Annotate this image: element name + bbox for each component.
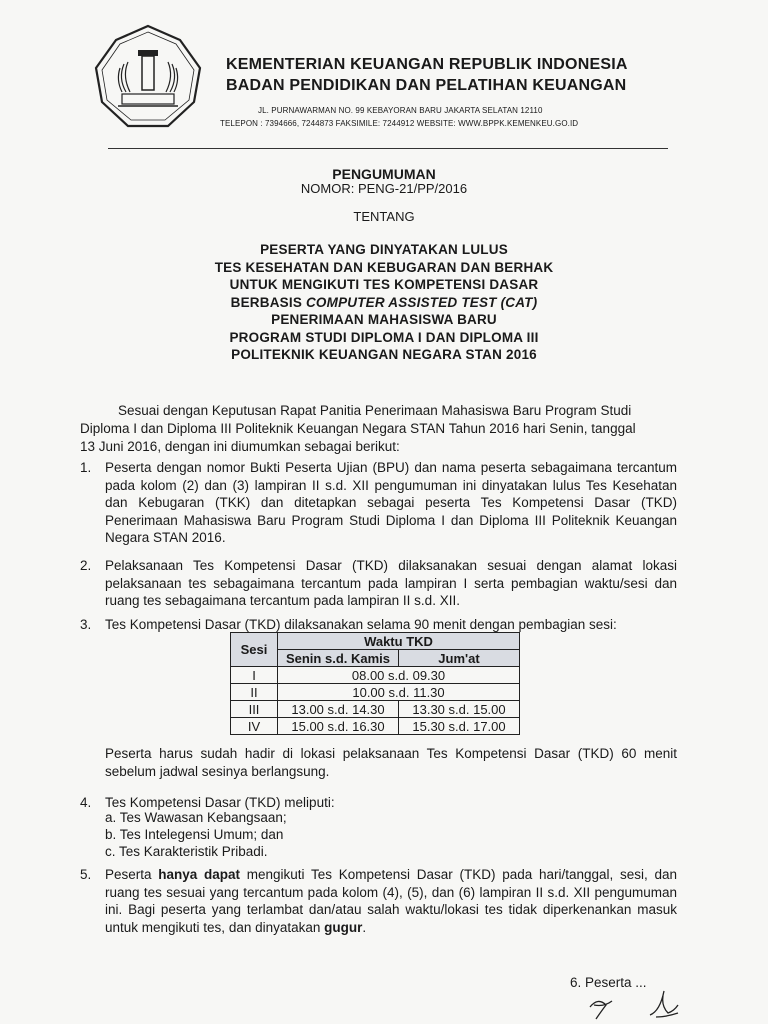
title-line: TES KESEHATAN DAN KEBUGARAN DAN BERHAK (214, 259, 554, 275)
letterhead-divider (108, 148, 668, 149)
table-row: I 08.00 s.d. 09.30 (231, 667, 520, 684)
title-italic: COMPUTER ASSISTED TEST (CAT) (305, 294, 538, 310)
title-line: PENERIMAAN MAHASISWA BARU (271, 312, 497, 327)
table-row: IV 15.00 s.d. 16.30 15.30 s.d. 17.00 (231, 718, 520, 735)
item-text: Peserta hanya dapat mengikuti Tes Kompetensi Dasar (TKD) pada hari/tanggal, sesi, dan ruang tes sesuai yang tercantum pada kolom (4), (5), dan (6) lampiran II s.d. XII pengumuman ini. Bagi peserta yang terlambat dan/atau salah waktu/lokasi tes tidak diperkenankan masuk untuk mengikuti tes, dan dinyatakan gugur. (105, 867, 677, 935)
kemenkeu-emblem-icon (88, 22, 208, 132)
initials-signature (580, 985, 690, 1021)
title-line: POLITEKNIK KEUANGAN NEGARA STAN 2016 (231, 347, 537, 362)
intro-paragraph: Sesuai dengan Keputusan Rapat Panitia Penerimaan Mahasiswa Baru Program Studi Diploma I dan Diploma III Politeknik Keuangan Negara STAN Tahun 2016 hari Senin, tanggal 13 Juni 2016, dengan ini diumumkan sebagai berikut: (80, 403, 636, 454)
table-row: II 10.00 s.d. 11.30 (231, 684, 520, 701)
announcement-title (0, 241, 768, 364)
item-text: Peserta dengan nomor Bukti Peserta Ujian (BPU) dan nama peserta sebagaimana tercantum pada kolom (2) dan (3) lampiran II s.d. XII pengumuman ini dinyatakan lulus Tes Kesehatan dan Kebugaran (TKK) dan ditetapkan sebagai peserta Tes Kompetensi Dasar (TKD) Penerimaan Mahasiswa Baru Program Studi Diploma I dan Diploma III Politeknik Keuangan Negara STAN 2016. (105, 460, 677, 545)
table-header-sesi: Sesi (231, 633, 278, 667)
item-text: Tes Kompetensi Dasar (TKD) dilaksanakan selama 90 menit dengan pembagian sesi: (105, 617, 617, 632)
title-line: UNTUK MENGIKUTI TES KOMPETENSI DASAR (229, 277, 539, 292)
sub-item: c. Tes Karakteristik Pribadi. (105, 844, 268, 859)
announcement-type: PENGUMUMAN (332, 166, 436, 182)
org-name-line1: KEMENTERIAN KEUANGAN REPUBLIK INDONESIA (226, 56, 628, 73)
table-header-jumat: Jum'at (399, 650, 520, 667)
sub-item: a. Tes Wawasan Kebangsaan; (105, 810, 287, 825)
table-header-waktu: Waktu TKD (278, 633, 520, 650)
org-contact: TELEPON : 7394666, 7244873 FAKSIMILE: 7244912 WEBSITE: WWW.BPPK.KEMENKEU.GO.ID (220, 119, 579, 128)
table-row: III 13.00 s.d. 14.30 13.30 s.d. 15.00 (231, 701, 520, 718)
org-name-line2: BADAN PENDIDIKAN DAN PELATIHAN KEUANGAN (226, 77, 627, 94)
schedule-table (230, 632, 520, 735)
continued-marker: 6. Peserta ... (570, 975, 647, 990)
title-line: PESERTA YANG DINYATAKAN LULUS (260, 242, 508, 257)
announcement-number: NOMOR: PENG-21/PP/2016 (300, 181, 468, 196)
org-address: JL. PURNAWARMAN NO. 99 KEBAYORAN BARU JAKARTA SELATAN 12110 (258, 106, 543, 115)
announcement-about: TENTANG (353, 209, 415, 224)
table-header-senin: Senin s.d. Kamis (278, 650, 399, 667)
document-page: KEMENTERIAN KEUANGAN REPUBLIK INDONESIA BADAN PENDIDIKAN DAN PELATIHAN KEUANGAN JL. PURNAWARMAN NO. 99 KEBAYORAN BARU JAKARTA SELATAN 12110 TELEPON : 7394666, 7244873 FAKSIMILE: 7244912 WEBSITE: WWW.BPPK.KEMENKEU.GO.ID PENGUMUMAN NOMOR: PENG-21/PP/2016 TENTANG PESERTA YANG DINYATAKAN LULUS TES KESEHATAN DAN KEBUGARAN DAN BERHAK UNTUK MENGIKUTI TES KOMPETENSI DASAR BERBASIS COMPUTER ASSISTED TEST (CAT) PENERIMAAN MAHASISWA BARU PROGRAM STUDI DIPLOMA I DAN DIPLOMA III POLITEKNIK KEUANGAN NEGARA STAN 2016 Sesuai dengan Keputusan Rapat Panitia Penerimaan Mahasiswa Baru Program Studi Diploma I dan Diploma III Politeknik Keuangan Negara STAN Tahun 2016 hari Senin, tanggal 13 Juni 2016, dengan ini diumumkan sebagai berikut: 1. Peserta dengan nomor Bukti Peserta Ujian (BPU) dan nama peserta sebagaimana tercantum pada kolom (2) dan (3) lampiran II s.d. XII pengumuman ini dinyatakan lulus Tes Kesehatan dan Kebugaran (TKK) dan ditetapkan sebagai peserta Tes Kompetensi Dasar (TKD) Penerimaan Mahasiswa Baru Program Studi Diploma I dan Diploma III Politeknik Keuangan Negara STAN 2016. 2. Pelaksanaan Tes Kompetensi Dasar (TKD) dilaksanakan sesuai dengan alamat lokasi pelaksanaan tes sebagaimana tercantum pada lampiran I serta pembagian waktu/sesi dan ruang tes sebagaimana tercantum pada lampiran II s.d. XII. 3. Tes Kompetensi Dasar (TKD) dilaksanakan selama 90 menit dengan pembagian sesi: Sesi Waktu TKD Senin s.d. Kamis Jum'at I 08.00 s.d. 09.30 II 10.00 s.d. 11.30 III 13.00 s.d. 14.30 13.30 s.d. 15.00 IV 15.00 s.d. 16.30 15.30 s.d. 17.00 Peserta harus sudah hadir di lokasi pelaksanaan Tes Kompetensi Dasar (TKD) 60 menit sebelum jadwal sesinya berlangsung. 4. Tes Kompetensi Dasar (TKD) meliputi: a. Tes Wawasan Kebangsaan; b. Tes Intelegensi Umum; dan c. Tes Karakteristik Pribadi. 5. Peserta hanya dapat mengikuti Tes Kompetensi Dasar (TKD) pada hari/tanggal, sesi, dan ruang tes sesuai yang tercantum pada kolom (4), (5), dan (6) lampiran II s.d. XII pengumuman ini. Bagi peserta yang terlambat dan/atau salah waktu/lokasi tes tidak diperkenankan masuk untuk mengikuti tes, dan dinyatakan gugur. 6. Peserta ... (0, 0, 768, 1024)
title-line: PROGRAM STUDI DIPLOMA I DAN DIPLOMA III (229, 329, 539, 345)
title-line: BERBASIS COMPUTER ASSISTED TEST (CAT) (230, 294, 538, 310)
item-text: Tes Kompetensi Dasar (TKD) meliputi: (105, 795, 335, 810)
item-text: Pelaksanaan Tes Kompetensi Dasar (TKD) dilaksanakan sesuai dengan alamat lokasi pelaksanaan tes sebagaimana tercantum pada lampiran I serta pembagian waktu/sesi dan ruang tes sebagaimana tercantum pada lampiran II s.d. XII. (105, 558, 677, 608)
sub-item: b. Tes Intelegensi Umum; dan (105, 827, 284, 842)
